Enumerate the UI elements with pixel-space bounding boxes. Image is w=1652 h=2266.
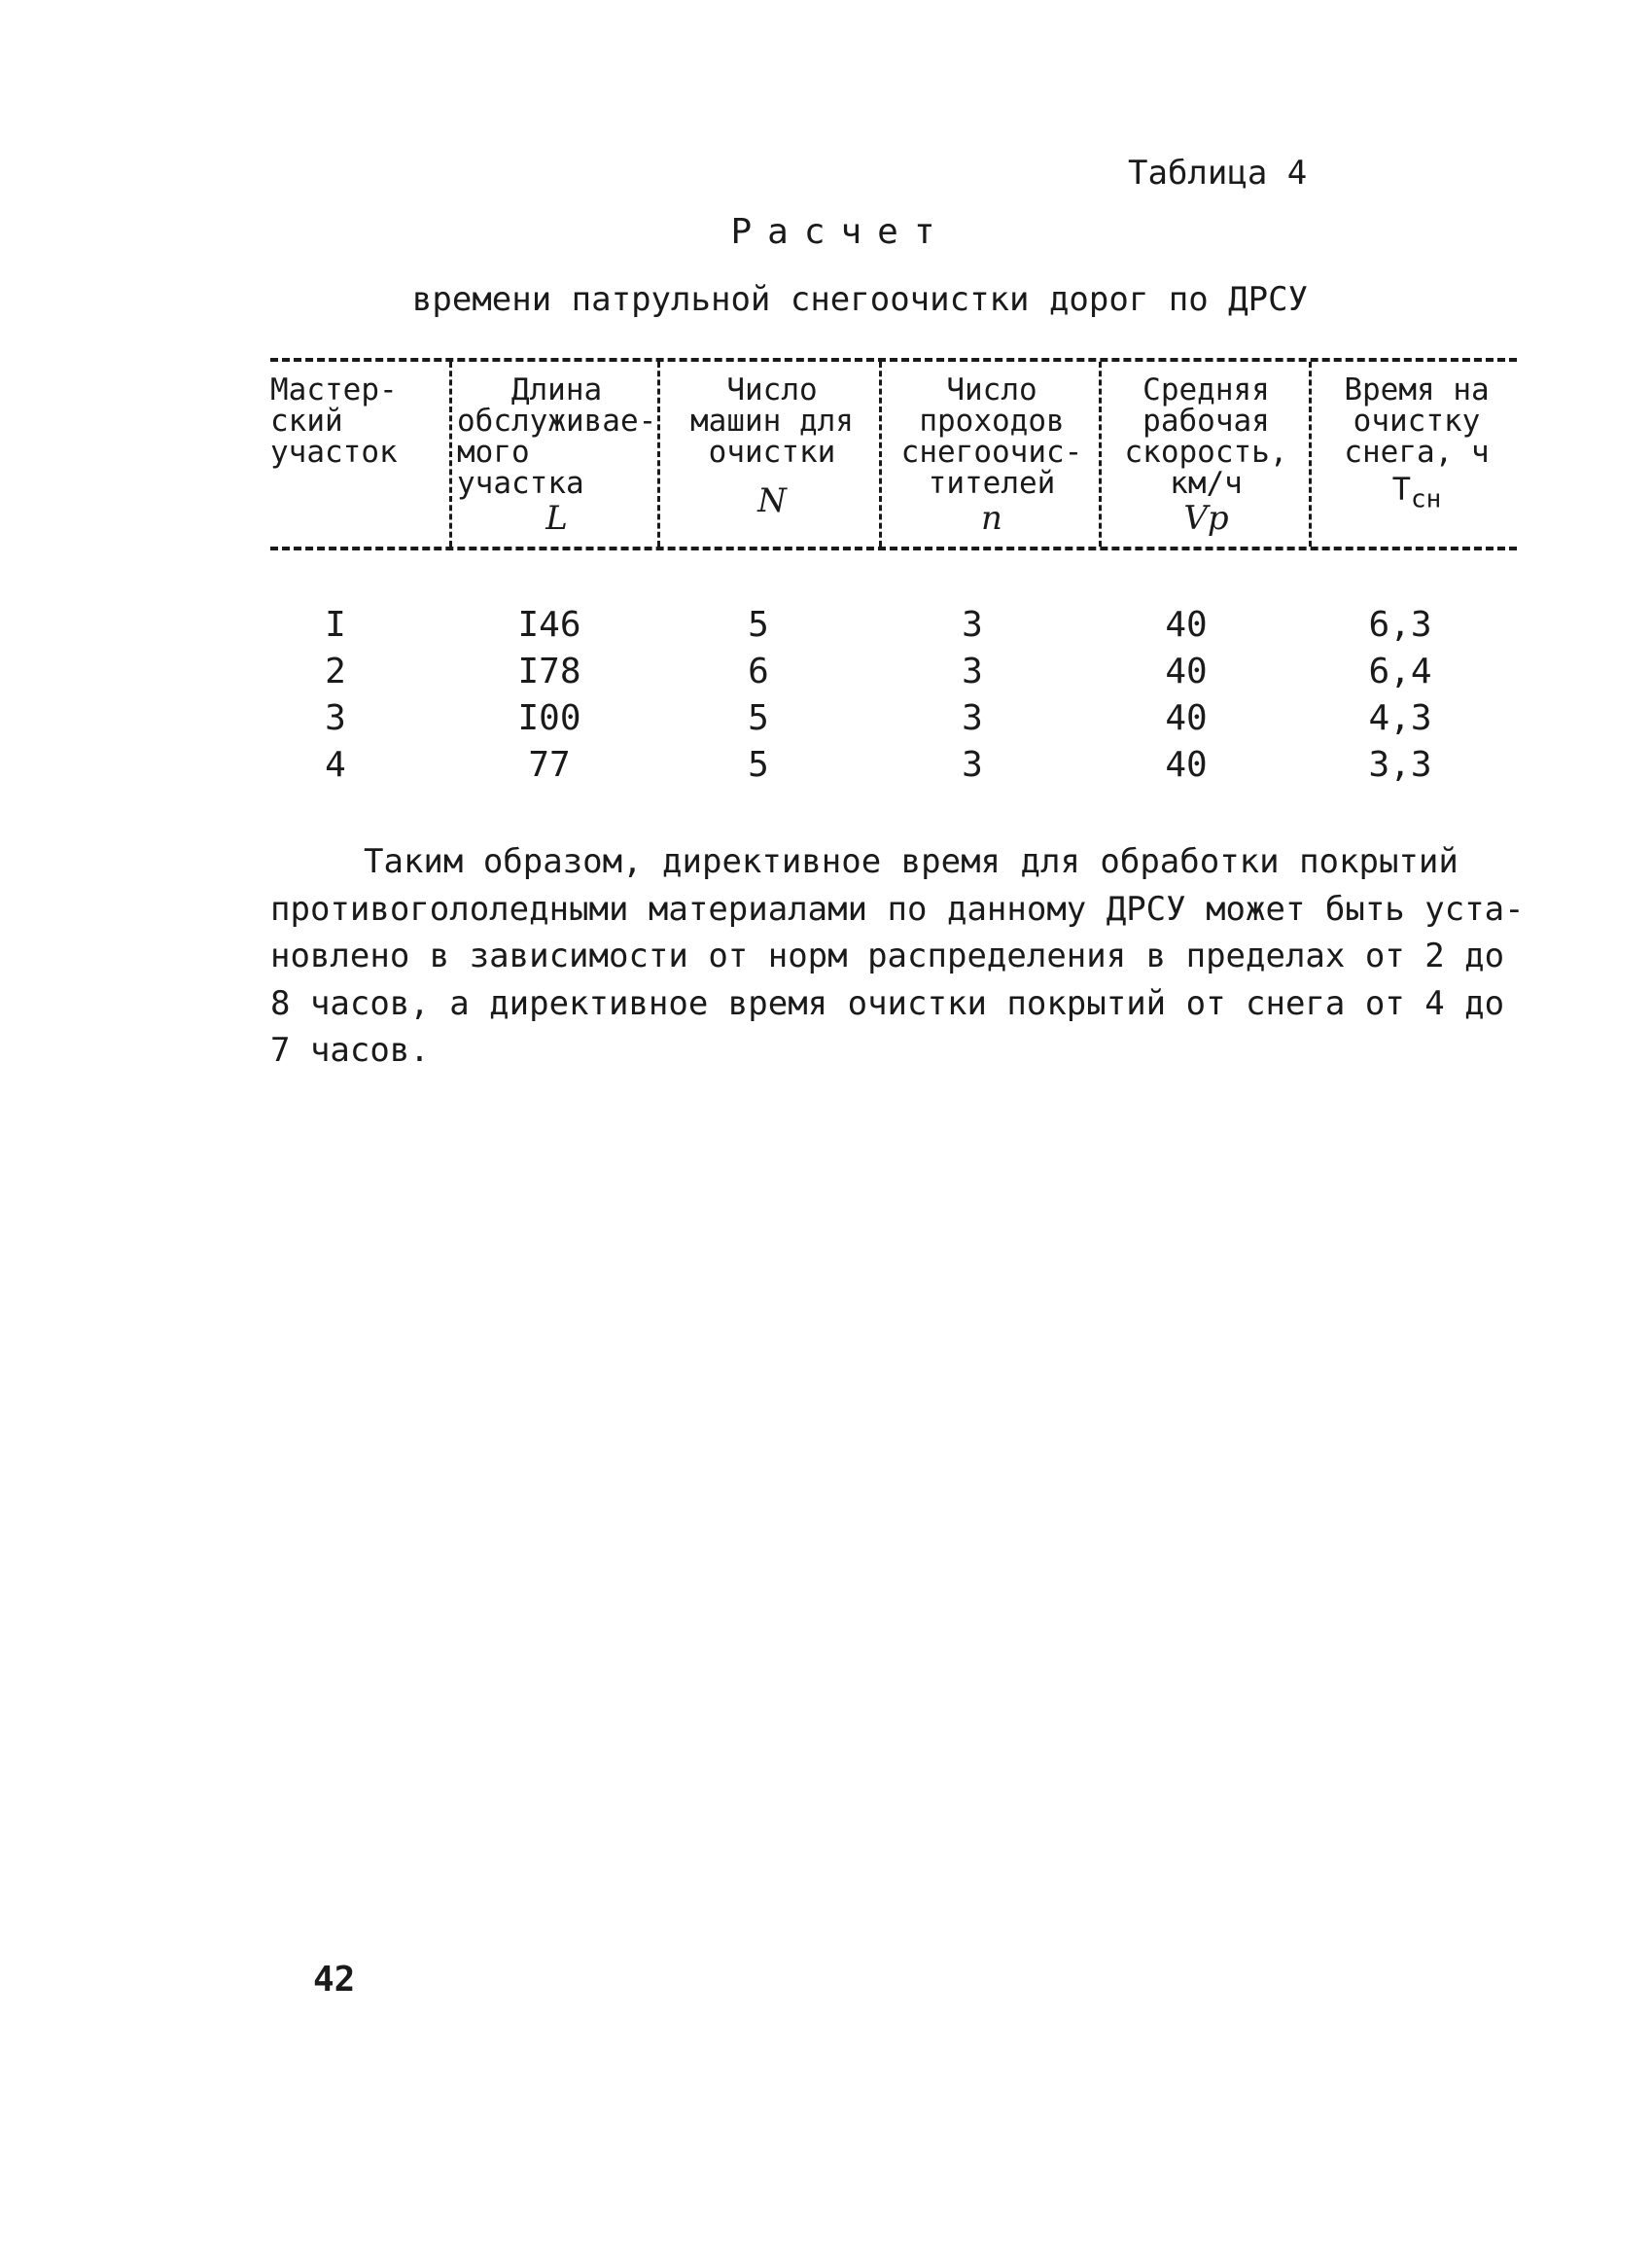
- cell-length: I78: [517, 652, 581, 691]
- header-line: участок: [270, 435, 398, 470]
- header-cell-passes: [885, 372, 1099, 538]
- cell-machines: 5: [748, 698, 769, 738]
- cell-time: 6,3: [1368, 605, 1432, 645]
- cell-time: 6,4: [1368, 652, 1432, 691]
- header-line: очистку: [1353, 404, 1481, 439]
- paragraph-line: новлено в зависимости от норм распределения в пределах от 2 до: [270, 937, 1505, 975]
- table-top-rule: [270, 358, 1517, 362]
- header-line: рабочая: [1142, 404, 1270, 439]
- symbol-n: n: [981, 499, 1002, 538]
- header-line: Время на: [1344, 372, 1490, 407]
- cell-passes: 3: [962, 605, 983, 645]
- cell-length: 77: [528, 745, 571, 785]
- paragraph-line: 7 часов.: [270, 1031, 430, 1070]
- header-line: тителей: [928, 466, 1056, 501]
- cell-time: 3,3: [1368, 745, 1432, 785]
- header-line: Число: [946, 372, 1037, 407]
- body-paragraph: [270, 838, 1525, 1075]
- paragraph-line: Таким образом, директивное время для обработки покрытий: [364, 842, 1459, 881]
- column-divider: [879, 362, 882, 547]
- header-line: Средняя: [1142, 372, 1270, 407]
- header-line: обслуживае-: [457, 404, 657, 439]
- column-divider: [1099, 362, 1102, 547]
- table-row: [0, 605, 1652, 652]
- table-number: Таблица 4: [1128, 154, 1308, 193]
- paragraph-line: 8 часов, а директивное время очистки покрытий от снега от 4 до: [270, 983, 1505, 1023]
- table-row: [0, 745, 1652, 792]
- header-line: снега, ч: [1344, 435, 1490, 470]
- cell-speed: 40: [1165, 698, 1208, 738]
- header-line: ский: [270, 404, 343, 439]
- cell-machines: 6: [748, 652, 769, 691]
- header-cell-speed: [1107, 372, 1306, 538]
- cell-section: 3: [325, 698, 346, 738]
- page-number: 42: [313, 1960, 356, 2000]
- table-row: [0, 652, 1652, 698]
- cell-machines: 5: [748, 605, 769, 645]
- symbol-Vp: Vp: [1183, 499, 1229, 538]
- cell-speed: 40: [1165, 605, 1208, 645]
- cell-machines: 5: [748, 745, 769, 785]
- cell-section: 2: [325, 652, 346, 691]
- header-line: Длина: [510, 372, 603, 407]
- cell-speed: 40: [1165, 652, 1208, 691]
- cell-passes: 3: [962, 698, 983, 738]
- table-title: Расчет: [730, 212, 951, 252]
- symbol-L: L: [545, 499, 568, 538]
- header-line: очистки: [708, 435, 836, 470]
- header-line: мого: [457, 435, 530, 470]
- header-cell-time: [1317, 374, 1517, 514]
- column-divider: [657, 362, 660, 547]
- table-row: [0, 698, 1652, 745]
- table-subtitle: времени патрульной снегоочистки дорог по ДРСУ: [411, 280, 1309, 319]
- table-header-bottom-rule: [270, 547, 1517, 550]
- cell-section: 4: [325, 745, 346, 785]
- cell-time: 4,3: [1368, 698, 1432, 738]
- column-divider: [449, 362, 452, 547]
- cell-passes: 3: [962, 745, 983, 785]
- header-line: км/ч: [1170, 466, 1243, 501]
- cell-length: I46: [517, 605, 581, 645]
- header-cell-length: [457, 372, 657, 538]
- header-cell-machines: [665, 372, 879, 520]
- cell-section: I: [325, 605, 346, 645]
- paragraph-line: противогололедными материалами по данному ДРСУ может быть уста-: [270, 889, 1525, 929]
- header-line: скорость,: [1124, 435, 1288, 470]
- symbol-Tsn: $T_{сн}$: [1391, 471, 1442, 514]
- cell-speed: 40: [1165, 745, 1208, 785]
- symbol-N: N: [757, 481, 787, 520]
- header-cell-section: [270, 374, 445, 468]
- cell-length: I00: [517, 698, 581, 738]
- header-line: участка: [457, 466, 584, 501]
- column-divider: [1309, 362, 1312, 547]
- header-line: Мастер-: [270, 372, 398, 407]
- header-line: снегоочис-: [900, 435, 1083, 470]
- header-line: машин для: [690, 404, 854, 439]
- cell-passes: 3: [962, 652, 983, 691]
- header-line: Число: [726, 372, 818, 407]
- header-line: проходов: [919, 404, 1065, 439]
